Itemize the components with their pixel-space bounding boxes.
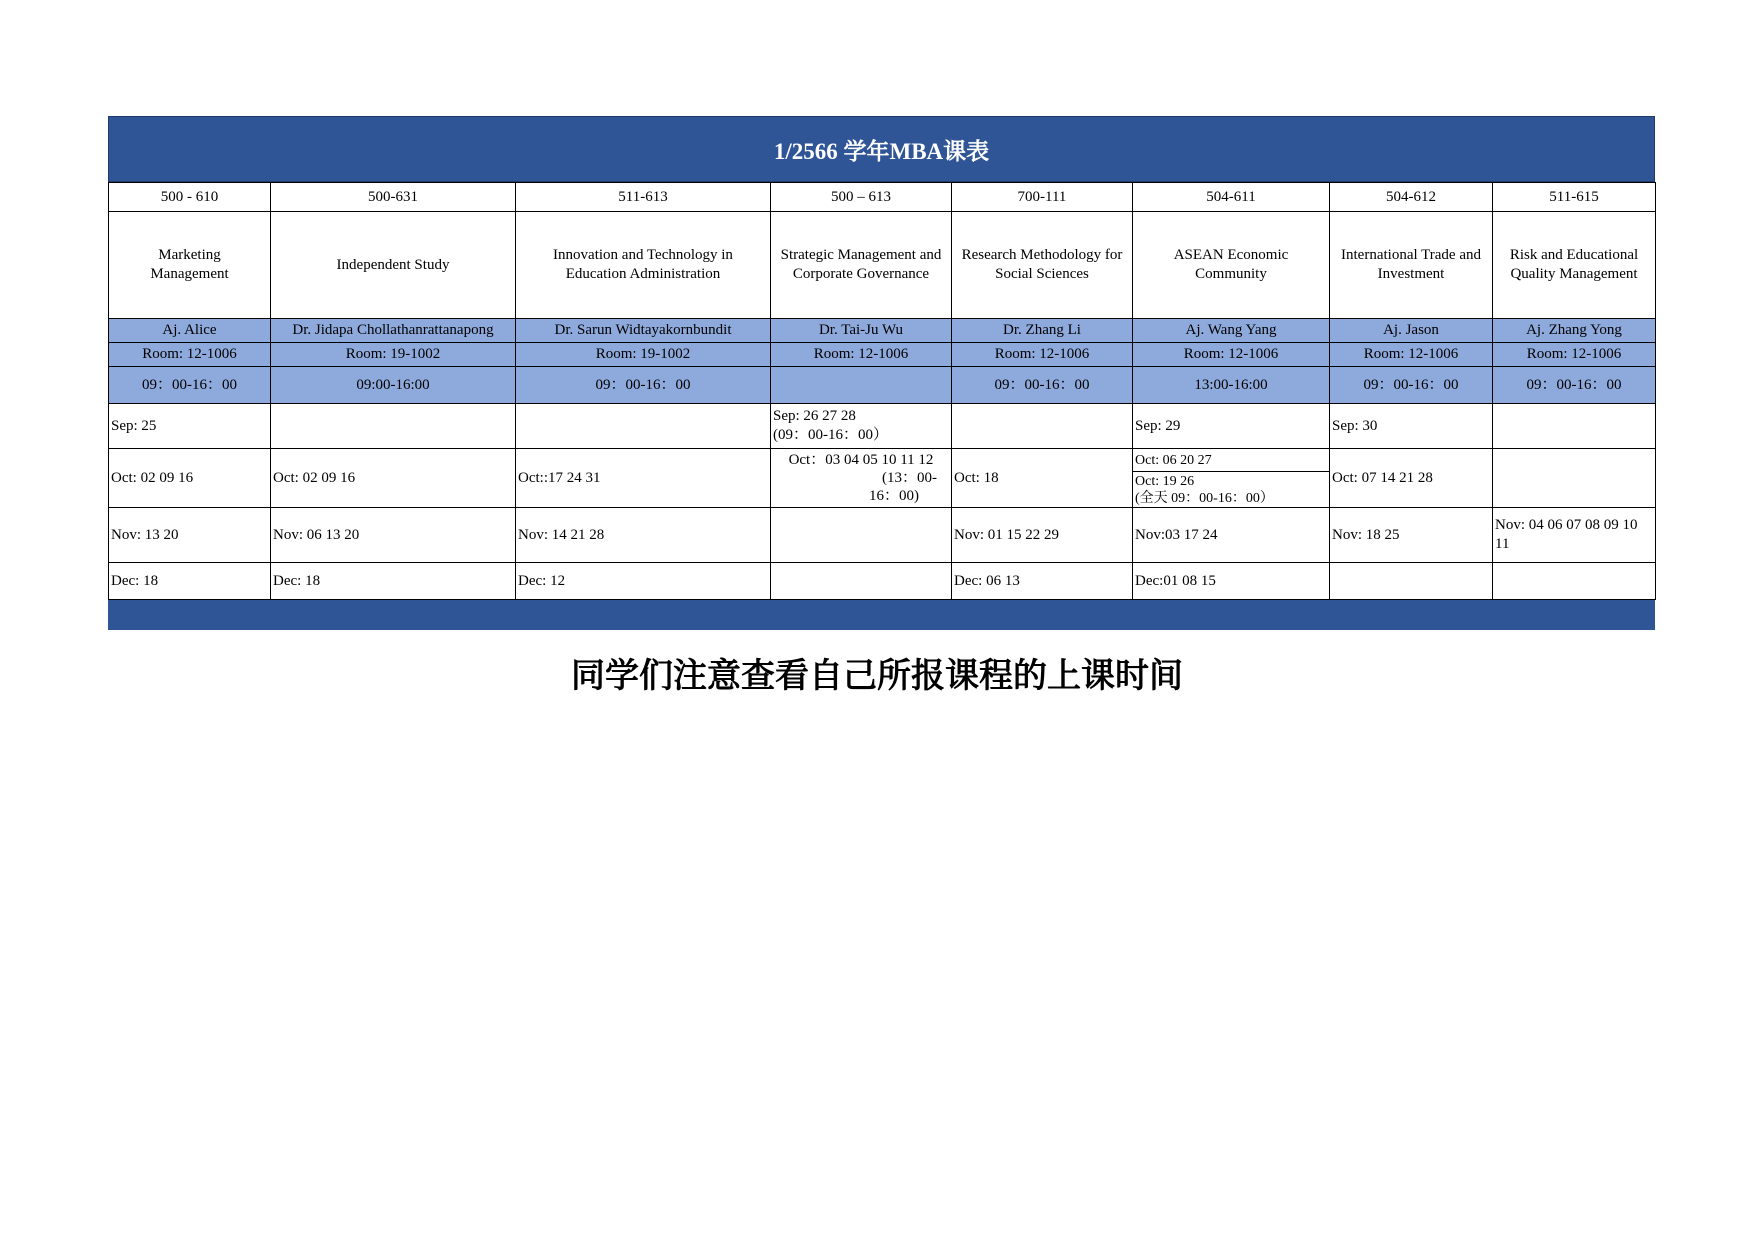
room: Room: 12-1006 [1330,343,1493,367]
lecturer: Dr. Sarun Widtayakornbundit [516,319,771,343]
class-time: 09：00-16：00 [1493,367,1656,404]
dec-dates: Dec: 18 [271,563,516,600]
course-code: 504-612 [1330,183,1493,212]
sep-dates [1493,404,1656,449]
course-name: ASEAN Economic Community [1133,212,1330,319]
room: Room: 12-1006 [771,343,952,367]
oct-dates-full-day [1133,472,1329,507]
lecturer: Aj. Jason [1330,319,1493,343]
oct-time-note: (13：00- [882,470,937,486]
dec-dates [1330,563,1493,600]
lecturer: Aj. Wang Yang [1133,319,1330,343]
november-row [109,508,1656,563]
lecturer: Aj. Zhang Yong [1493,319,1656,343]
course-name: Research Methodology for Social Sciences [952,212,1133,319]
time-row [109,367,1656,404]
nov-dates: Nov: 01 15 22 29 [952,508,1133,563]
class-time: 09：00-16：00 [516,367,771,404]
lecturer: Aj. Alice [109,319,271,343]
sep-time-note: (09：00-16：00） [773,427,888,443]
nov-dates [771,508,952,563]
room: Room: 12-1006 [109,343,271,367]
oct-dates: Oct: 02 09 16 [109,449,271,508]
course-code: 500 – 613 [771,183,952,212]
nov-dates: Nov: 14 21 28 [516,508,771,563]
oct-dates: Oct: 06 20 27 [1133,449,1329,472]
course-code: 700-111 [952,183,1133,212]
oct-time-note: 16：00) [869,488,919,504]
oct-dates: Oct: 07 14 21 28 [1330,449,1493,508]
course-name: Marketing Management [109,212,271,319]
room: Room: 12-1006 [952,343,1133,367]
course-code: 511-615 [1493,183,1656,212]
oct-dates: Oct：03 04 05 10 11 12 [788,452,934,468]
oct-dates: Oct::17 24 31 [516,449,771,508]
course-name: Independent Study [271,212,516,319]
lecturer: Dr. Zhang Li [952,319,1133,343]
class-time: 13:00-16:00 [1133,367,1330,404]
october-row [109,449,1656,508]
room: Room: 12-1006 [1493,343,1656,367]
sep-dates [516,404,771,449]
sep-dates-strategic [771,404,952,449]
schedule-table [108,182,1656,600]
september-row [109,404,1656,449]
class-time: 09：00-16：00 [1330,367,1493,404]
class-time: 09：00-16：00 [952,367,1133,404]
course-code: 500-631 [271,183,516,212]
schedule-sheet [108,116,1655,630]
sheet-title: 1/2566 学年MBA课表 [108,116,1655,182]
course-code: 500 - 610 [109,183,271,212]
class-time [771,367,952,404]
sep-dates: Sep: 26 27 28 [773,408,856,424]
footer-bar [108,600,1655,630]
sep-dates [952,404,1133,449]
class-time: 09：00-16：00 [109,367,271,404]
sep-dates: Sep: 29 [1133,404,1330,449]
oct-dates: Oct: 02 09 16 [271,449,516,508]
nov-dates: Nov: 06 13 20 [271,508,516,563]
dec-dates [771,563,952,600]
oct-dates: Oct: 18 [952,449,1133,508]
oct-time-note: (全天 09：00-16：00） [1135,490,1274,506]
room-row [109,343,1656,367]
room: Room: 12-1006 [1133,343,1330,367]
course-code-row [109,183,1656,212]
lecturer-row [109,319,1656,343]
nov-dates: Nov: 18 25 [1330,508,1493,563]
december-row [109,563,1656,600]
lecturer: Dr. Jidapa Chollathanrattanapong [271,319,516,343]
course-name: Risk and Educational Quality Management [1493,212,1656,319]
dec-dates: Dec: 18 [109,563,271,600]
course-code: 511-613 [516,183,771,212]
nov-dates: Nov: 04 06 07 08 09 10 11 [1493,508,1656,563]
course-name-row [109,212,1656,319]
dec-dates: Dec:01 08 15 [1133,563,1330,600]
room: Room: 19-1002 [271,343,516,367]
nov-dates: Nov:03 17 24 [1133,508,1330,563]
nov-dates: Nov: 13 20 [109,508,271,563]
oct-dates: Oct: 19 26 [1135,473,1195,489]
course-name: International Trade and Investment [1330,212,1493,319]
room: Room: 19-1002 [516,343,771,367]
oct-dates-asean [1133,449,1330,508]
oct-dates-strategic [771,449,952,508]
dec-dates [1493,563,1656,600]
dec-dates: Dec: 12 [516,563,771,600]
dec-dates: Dec: 06 13 [952,563,1133,600]
sep-dates: Sep: 30 [1330,404,1493,449]
course-code: 504-611 [1133,183,1330,212]
sep-dates [271,404,516,449]
notice-text: 同学们注意查看自己所报课程的上课时间 [571,656,1183,696]
course-name: Strategic Management and Corporate Governance [771,212,952,319]
sep-dates: Sep: 25 [109,404,271,449]
oct-dates [1493,449,1656,508]
lecturer: Dr. Tai-Ju Wu [771,319,952,343]
class-time: 09:00-16:00 [271,367,516,404]
course-name: Innovation and Technology in Education Administration [516,212,771,319]
